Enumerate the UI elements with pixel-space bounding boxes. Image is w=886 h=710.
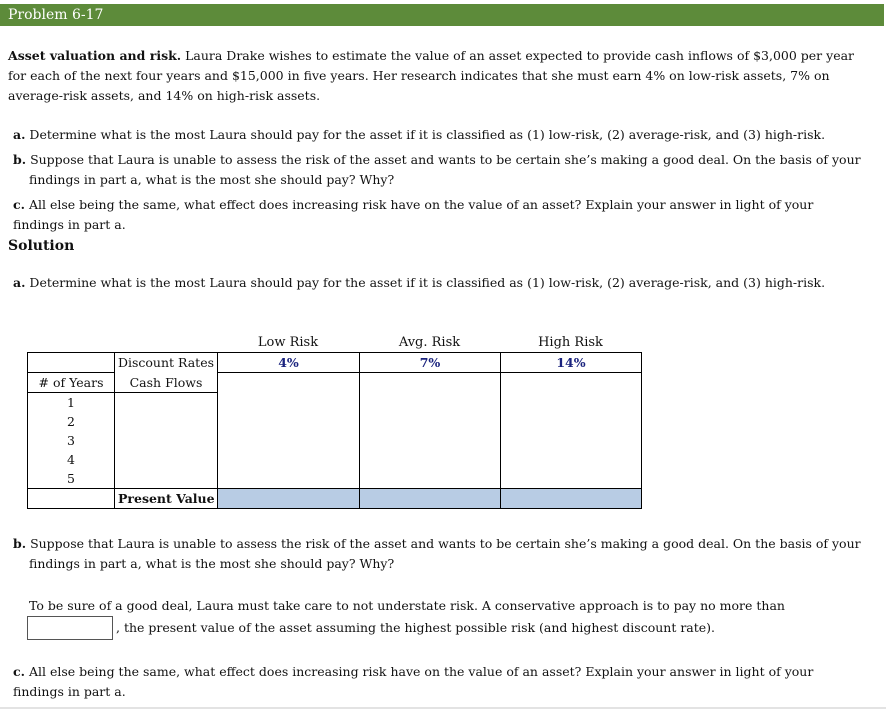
solution-a-label: a. <box>13 275 26 290</box>
discount-rates-row <box>28 353 642 373</box>
cash-flows-header: Cash Flows <box>115 373 218 393</box>
table-row <box>28 412 642 431</box>
question-a <box>13 125 868 145</box>
table-row <box>28 431 642 450</box>
rate-high-risk: 14% <box>501 353 642 373</box>
cash-flow-cell[interactable] <box>115 412 218 431</box>
intro-text: Laura Drake wishes to estimate the value of an asset expected to provide cash inflows of $3,000 per year for each of the next four years and $15,000 in five years. Her research indicates that she must earn 4% on low-risk assets, 7% on average-risk assets, and 14% on high-risk assets. <box>8 48 855 103</box>
cash-flow-cell[interactable] <box>115 431 218 450</box>
cash-flow-cell[interactable] <box>115 469 218 489</box>
rate-low-risk: 4% <box>218 353 360 373</box>
col-header-avg-risk: Avg. Risk <box>398 335 461 350</box>
pv-low-risk-input[interactable] <box>218 489 360 509</box>
year-cell: 4 <box>28 450 115 469</box>
year-cell: 3 <box>28 431 115 450</box>
question-c <box>13 195 868 235</box>
solution-c-text: All else being the same, what effect does increasing risk have on the value of an asset? Explain your answer in light of your findings in part a. <box>13 664 814 699</box>
question-b-label: b. <box>13 152 27 167</box>
pv-high-risk-input[interactable] <box>501 489 642 509</box>
cash-flow-cell[interactable] <box>115 393 218 413</box>
valuation-table <box>27 352 642 509</box>
solution-part-b <box>13 534 884 574</box>
discount-rates-label: Discount Rates <box>115 353 218 373</box>
b-answer-text: To be sure of a good deal, Laura must take care to not understate risk. A conservative approach is to pay no more than <box>29 598 785 613</box>
question-a-text: Determine what is the most Laura should pay for the asset if it is classified as (1) low-risk, (2) average-risk, and (3) high-risk. <box>25 127 826 142</box>
present-value-row <box>28 489 642 509</box>
solution-heading: Solution <box>8 238 75 254</box>
table-row <box>28 469 642 489</box>
rate-avg-risk: 7% <box>360 353 501 373</box>
year-cell: 5 <box>28 469 115 489</box>
years-header: # of Years <box>28 373 115 393</box>
table-row <box>28 450 642 469</box>
solution-b-label: b. <box>13 536 27 551</box>
year-cell: 2 <box>28 412 115 431</box>
question-a-label: a. <box>13 127 26 142</box>
col-header-low-risk: Low Risk <box>257 335 319 350</box>
solution-c-label: c. <box>13 664 25 679</box>
intro-lead: Asset valuation and risk. <box>8 48 182 63</box>
max-price-input[interactable] <box>27 616 113 640</box>
solution-b-text: Suppose that Laura is unable to assess the risk of the asset and wants to be certain she’s making a good deal. On the basis of your findings in part a, what is the most she should pay? Why? <box>26 536 861 571</box>
cash-flow-cell[interactable] <box>115 450 218 469</box>
question-b <box>13 150 884 190</box>
pv-avg-risk-input[interactable] <box>360 489 501 509</box>
question-c-text: All else being the same, what effect does increasing risk have on the value of an asset? Explain your answer in light of your findings in part a. <box>13 197 814 232</box>
table-row <box>28 393 642 413</box>
question-c-label: c. <box>13 197 25 212</box>
b-answer-tail: , the present value of the asset assuming the highest possible risk (and highest discount rate). <box>116 620 716 635</box>
problem-intro <box>8 46 876 106</box>
problem-header: Problem 6-17 <box>0 4 884 26</box>
table-header-row <box>28 373 642 393</box>
solution-part-c <box>13 662 868 702</box>
solution-part-a <box>13 273 868 293</box>
bottom-divider <box>0 707 886 709</box>
col-header-high-risk: High Risk <box>538 335 603 350</box>
solution-a-text: Determine what is the most Laura should pay for the asset if it is classified as (1) low-risk, (2) average-risk, and (3) high-risk. <box>25 275 826 290</box>
question-b-text: Suppose that Laura is unable to assess the risk of the asset and wants to be certain she’s making a good deal. On the basis of your findings in part a, what is the most she should pay? Why? <box>26 152 861 187</box>
present-value-label: Present Value <box>115 489 218 509</box>
year-cell: 1 <box>28 393 115 413</box>
